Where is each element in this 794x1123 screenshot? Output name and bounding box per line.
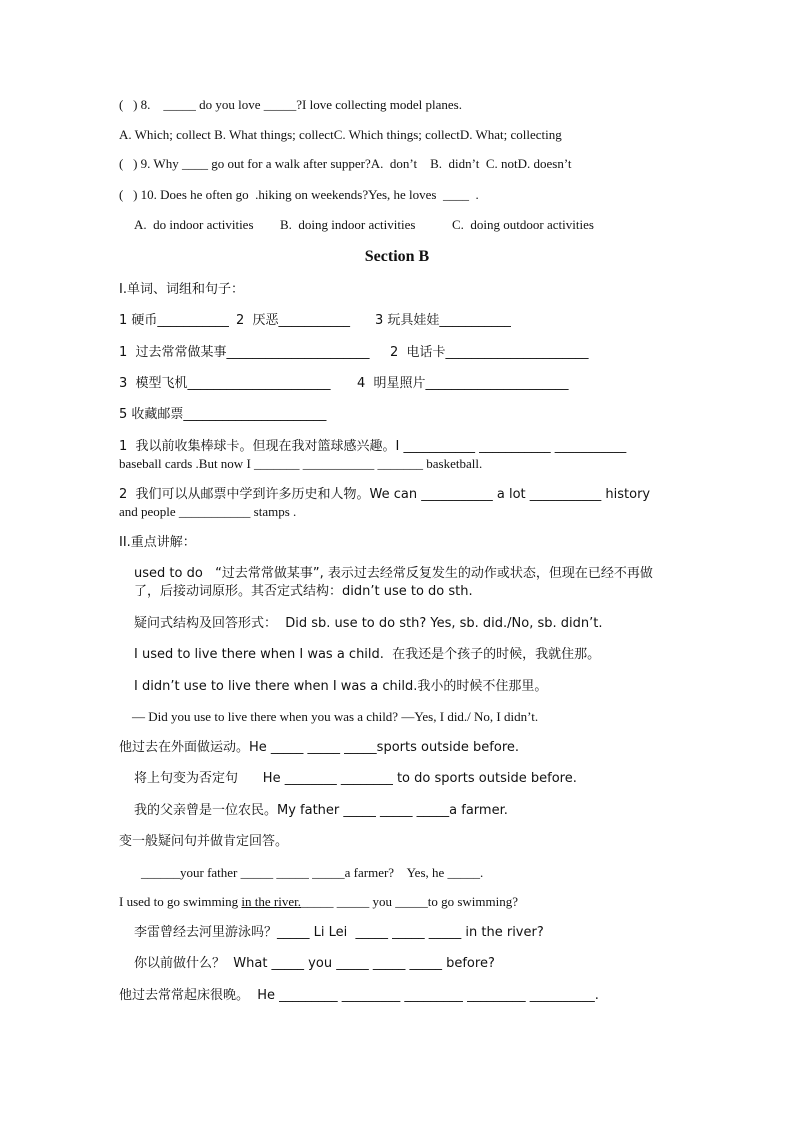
question-10-option-a: A. do indoor activities (134, 217, 254, 232)
practice-2: 将上句变为否定句 He ________ ________ to do sports outside before. (134, 771, 577, 786)
question-8-options: A. Which; collect B. What things; collectC. Which things; collectD. What; collecting (119, 127, 562, 142)
practice-3: 我的父亲曾是一位农民。My father _____ _____ _____a farmer. (134, 803, 508, 818)
vocab-model-plane: 3 模型飞机______________________ (119, 376, 331, 391)
practice-9: 他过去常常起床很晚。 He _________ _________ _________ _________ __________. (119, 988, 599, 1003)
vocab-used-to: 1 过去常常做某事______________________ (119, 345, 370, 360)
practice-1: 他过去在外面做运动。He _____ _____ _____sports outside before. (119, 740, 520, 755)
question-10: ( ) 10. Does he often go .hiking on weekends?Yes, he loves ____ . (119, 187, 479, 202)
practice-6-underlined: in the river. (241, 894, 301, 909)
practice-7: 李雷曾经去河里游泳吗？_____ Li Lei _____ _____ _____ in the river? (134, 925, 544, 940)
practice-8: 你以前做什么？ What _____ you _____ _____ _____ before? (134, 956, 495, 971)
sentence-1-line-2: baseball cards .But now I _______ ___________ _______ basketball. (119, 456, 483, 471)
practice-5: ______your father _____ _____ _____a farmer? Yes, he _____. (141, 865, 484, 880)
practice-6 (119, 894, 518, 910)
example-3: — Did you use to live there when you was a child? —Yes, I did./ No, I didn’t. (132, 709, 539, 724)
explain-line-2: 了，后接动词原形。其否定式结构：didn’t use to do sth. (134, 584, 473, 599)
explain-line-1: used to do “过去常常做某事”, 表示过去经常反复发生的动作或状态，但现在已经不再做 (134, 566, 653, 581)
question-9: ( ) 9. Why ____ go out for a walk after supper?A. don’t B. didn’t C. notD. doesn’t (119, 156, 572, 171)
practice-4: 变一般疑问句并做肯定回答。 (119, 834, 289, 849)
part2-heading: II.重点讲解： (119, 535, 196, 550)
vocab-coin: 1 硬币___________ (119, 313, 229, 328)
vocab-collect-stamps: 5 收藏邮票______________________ (119, 407, 327, 422)
question-8: ( ) 8. _____ do you love _____?I love collecting model planes. (119, 97, 462, 112)
vocab-phone-card: 2 电话卡______________________ (390, 345, 589, 360)
part1-heading: I.单词、词组和句子： (119, 282, 244, 297)
sentence-1-line-1: 1 我以前收集棒球卡。但现在我对篮球感兴趣。I ___________ ___________ ___________ (119, 439, 627, 454)
example-2: I didn’t use to live there when I was a child.我小的时候不住那里。 (134, 679, 548, 694)
question-10-option-c: C. doing outdoor activities (452, 217, 594, 232)
practice-6-end: _____ _____ you _____to go swimming? (301, 894, 519, 909)
section-title: Section B (364, 248, 430, 265)
question-10-option-b: B. doing indoor activities (280, 217, 416, 232)
question-form: 疑问式结构及回答形式： Did sb. use to do sth? Yes, sb. did./No, sb. didn’t. (134, 616, 603, 631)
practice-6-start: I used to go swimming (119, 894, 242, 909)
example-1: I used to live there when I was a child. 在我还是个孩子的时候，我就住那。 (134, 647, 601, 662)
vocab-doll: 3 玩具娃娃___________ (375, 313, 511, 328)
sentence-2-line-1: 2 我们可以从邮票中学到许多历史和人物。We can ___________ a lot ___________ history (119, 487, 651, 502)
vocab-star-photo: 4 明星照片______________________ (357, 376, 569, 391)
sentence-2-line-2: and people ___________ stamps . (119, 504, 297, 519)
vocab-hate: 2 厌恶___________ (236, 313, 351, 328)
